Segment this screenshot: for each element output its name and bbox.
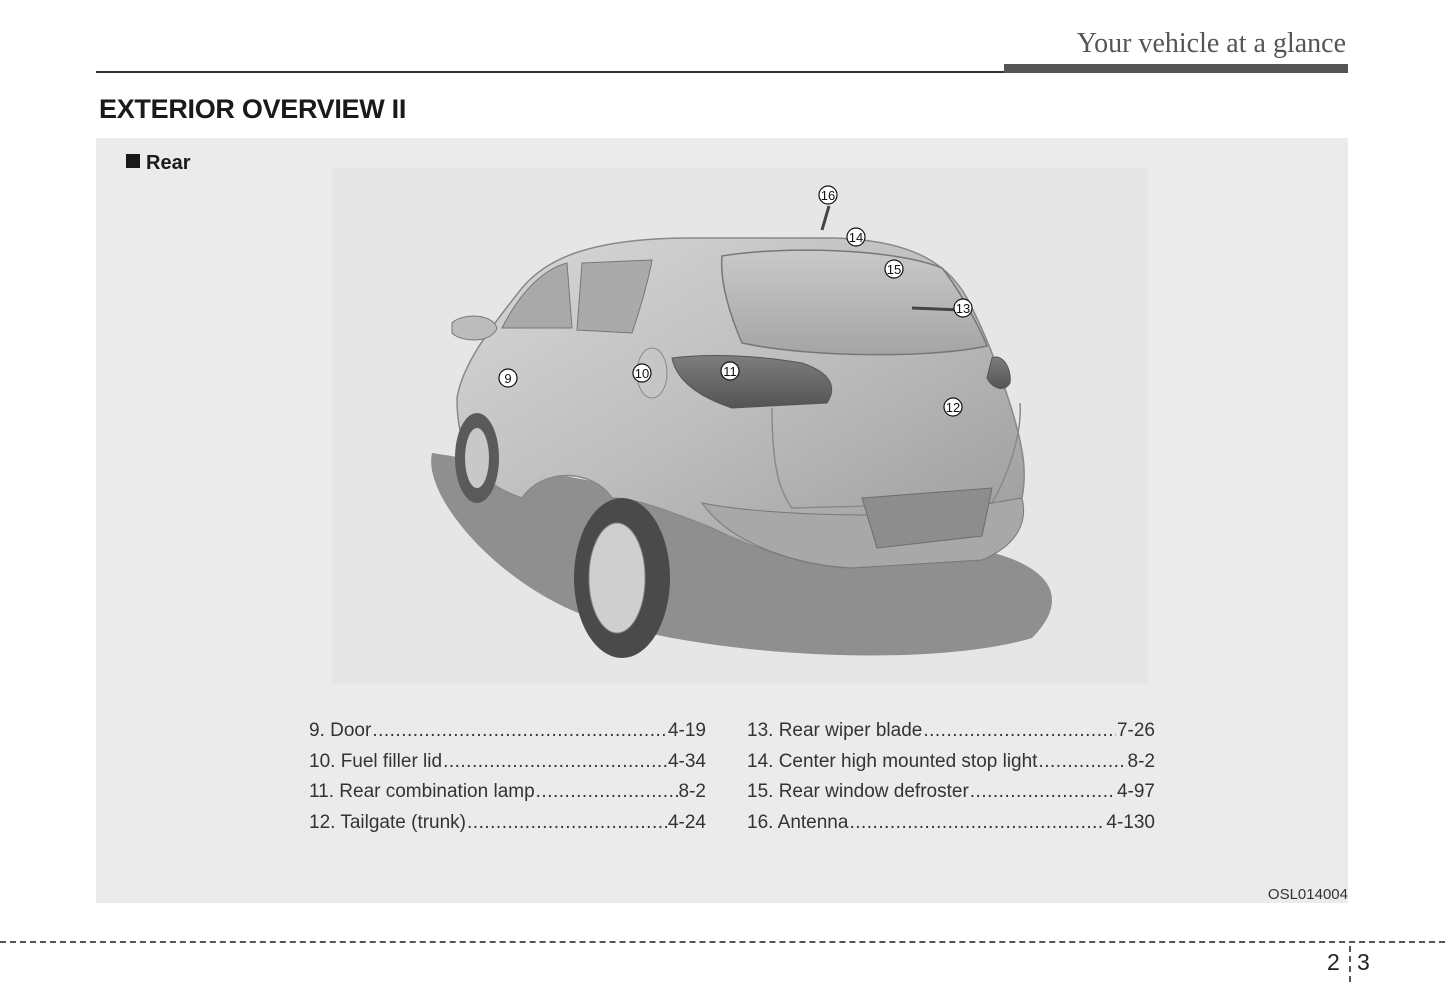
svg-text:14: 14 — [848, 230, 864, 245]
callout-10 — [633, 364, 651, 382]
callout-14 — [847, 228, 865, 246]
page-number: 3 — [1357, 949, 1370, 975]
chapter-number: 2 — [1327, 949, 1340, 975]
svg-text:11: 11 — [723, 364, 737, 379]
parts-list-left — [309, 716, 706, 838]
svg-text:15: 15 — [886, 262, 902, 277]
figure-code: OSL014004 — [1267, 886, 1348, 903]
callout-12 — [944, 398, 962, 416]
svg-text:10: 10 — [634, 366, 650, 381]
callout-9 — [499, 369, 517, 387]
figure-panel — [96, 138, 1348, 903]
svg-text:16: 16 — [820, 188, 836, 203]
rear-wheel-rim — [589, 523, 645, 633]
square-bullet-icon — [126, 154, 140, 168]
footer-dashed-rule — [0, 941, 1445, 943]
list-item: 13. Rear wiper blade ..... 7-26 — [747, 716, 1155, 747]
callout-11 — [721, 362, 739, 380]
vehicle-illustration — [332, 168, 1148, 684]
list-item: 16. Antenna ..... 4-130 — [747, 808, 1155, 839]
rear-suv-drawing — [332, 168, 1148, 684]
running-header-title: Your vehicle at a glance — [1076, 28, 1346, 59]
svg-text:12: 12 — [945, 400, 961, 415]
callout-13 — [954, 299, 972, 317]
rear-window — [722, 250, 987, 355]
list-item: 9. Door ..... 4-19 — [309, 716, 706, 747]
list-item: 15. Rear window defroster ..... 4-97 — [747, 777, 1155, 808]
section-label-text: Rear — [146, 152, 191, 174]
section-label — [126, 152, 190, 175]
page-title: EXTERIOR OVERVIEW II — [99, 94, 407, 124]
header-rule-accent — [1004, 64, 1348, 73]
list-item: 14. Center high mounted stop light ..... 8-2 — [747, 747, 1155, 778]
parts-list-right — [747, 716, 1155, 838]
list-item: 11. Rear combination lamp ..... 8-2 — [309, 777, 706, 808]
svg-text:9: 9 — [504, 371, 512, 386]
callout-16 — [819, 186, 837, 204]
side-mirror — [452, 316, 497, 340]
antenna — [822, 206, 829, 230]
list-item: 12. Tailgate (trunk) ..... 4-24 — [309, 808, 706, 839]
header-rule — [96, 71, 1006, 73]
page-number-divider — [1349, 946, 1351, 982]
callout-15 — [885, 260, 903, 278]
front-wheel-rim — [465, 428, 489, 488]
list-item: 10. Fuel filler lid ..... 4-34 — [309, 747, 706, 778]
svg-text:13: 13 — [955, 301, 971, 316]
